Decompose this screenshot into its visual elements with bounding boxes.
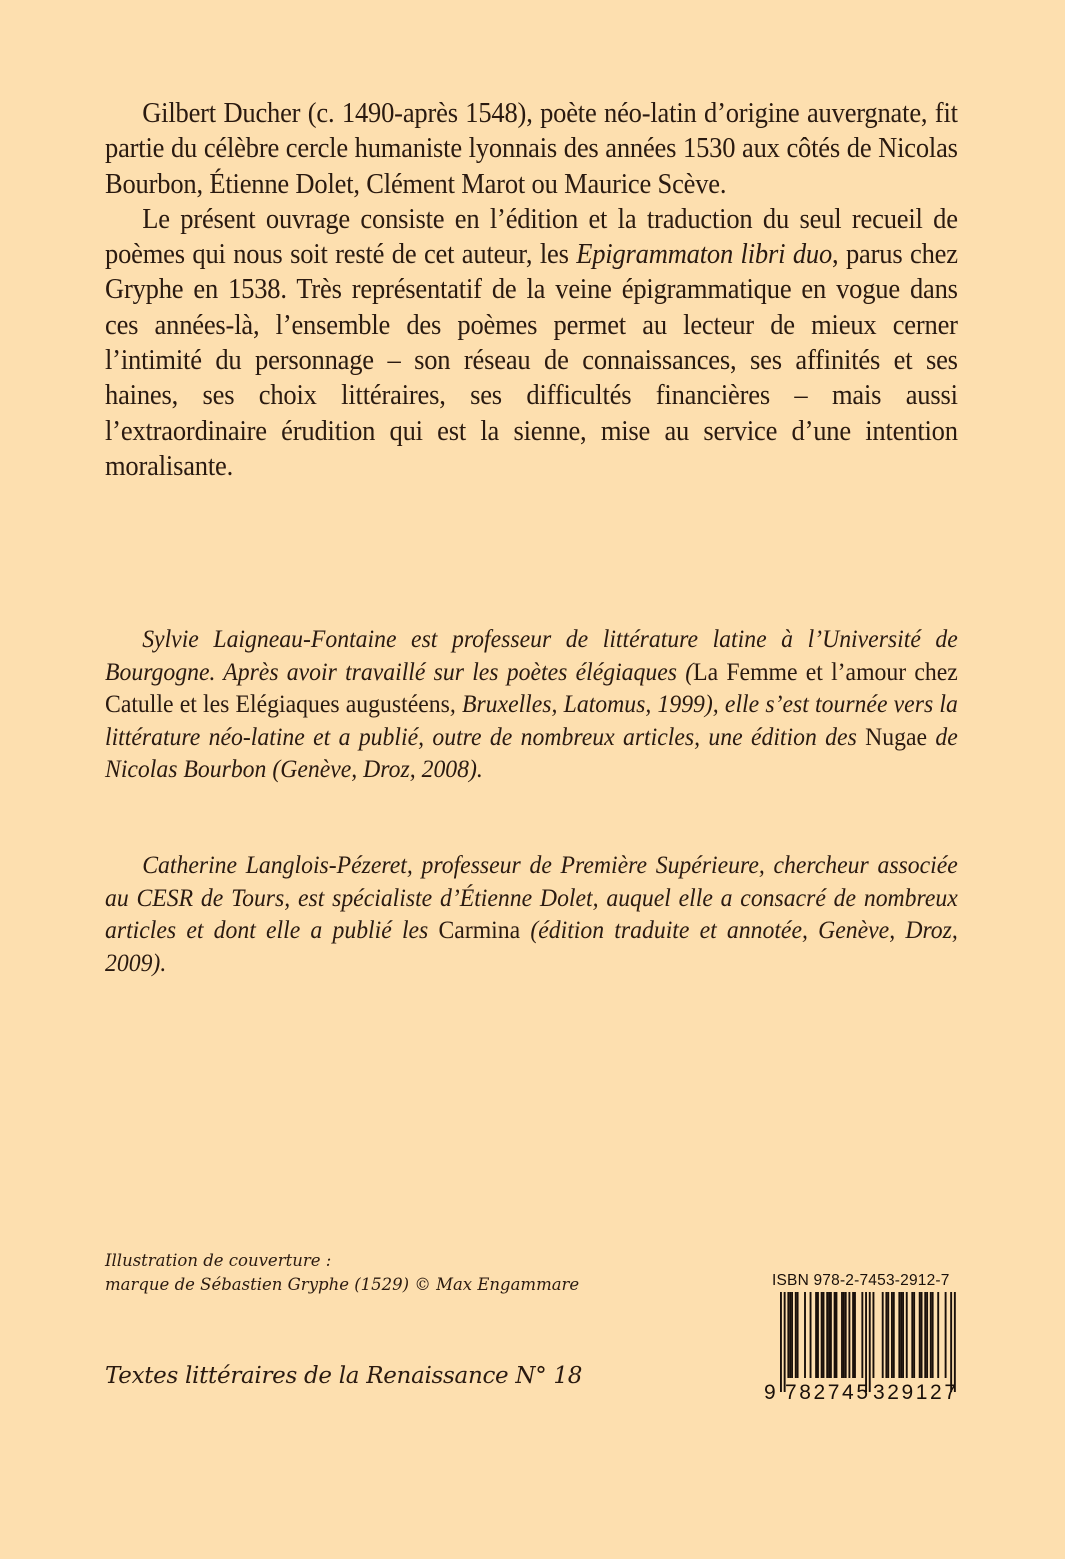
barcode-right-digits: 329127 <box>873 1381 956 1402</box>
credit-line-1: Illustration de couverture : <box>105 1251 332 1270</box>
barcode-bar <box>865 1292 867 1392</box>
summary-paragraph-1: Gilbert Ducher (c. 1490-après 1548), poète néo-latin d’origine auvergnate, fit partie du célèbre cercle humaniste lyonnais des années 1530 aux côtés de Nicolas Bourbon, Étienne Dolet, Clément Marot ou Maurice Scève. <box>105 98 958 200</box>
barcode-bar <box>885 1292 887 1378</box>
bio-text: Sylvie Laigneau-Fontaine est professeur de littérature latine à l’Université de Bourgogne. Après avoir travaillé sur les poètes élégiaques ( <box>105 624 958 686</box>
barcode-bar <box>924 1292 926 1378</box>
barcode-bar <box>845 1292 847 1378</box>
barcode-bar <box>787 1292 789 1378</box>
barcode-bar <box>843 1292 845 1378</box>
barcode-bar <box>950 1292 952 1392</box>
barcode-graphic <box>760 1272 970 1402</box>
barcode-bar <box>823 1292 825 1378</box>
barcode-bar <box>795 1292 797 1378</box>
barcode-bar <box>945 1292 947 1378</box>
bio-text: Catherine Langlois-Pézeret, professeur de Première Supérieure, chercheur associée au CESR de Tours, est spécialiste d’Étienne Dolet, auquel elle a consacré de nombreux articles et dont elle a publié les <box>105 850 958 945</box>
barcode-bar <box>898 1292 900 1378</box>
barcode-bar <box>854 1292 856 1378</box>
barcode-bar <box>791 1292 793 1378</box>
barcode-bar <box>921 1292 923 1378</box>
barcode-bar <box>841 1292 843 1378</box>
barcode-bar <box>900 1292 902 1378</box>
series-title: Textes littéraires de la Renaissance N° 18 <box>105 1363 583 1389</box>
summary-text: , parus chez Gryphe en 1538. Très représentatif de la veine épigrammatique en vogue dans ces années-là, l’ensemble des poèmes permet au lecteur de mieux cerner l’intimité du personnage – son réseau de connaissances, ses affinités et ses haines, ses choix littéraires, ses difficultés financières – mais aussi l’extraordinaire érudition qui est la sienne, mise au service d’une intention moralisante. <box>105 239 958 482</box>
barcode-bar <box>780 1292 782 1392</box>
barcode-bar <box>797 1292 799 1378</box>
barcode-bar <box>789 1292 791 1378</box>
barcode-bar <box>882 1292 884 1378</box>
barcode-bar <box>834 1292 836 1378</box>
barcode-bar <box>919 1292 921 1378</box>
barcode-bar <box>815 1292 817 1378</box>
author-bio-laigneau-fontaine <box>105 623 958 786</box>
back-cover-summary <box>105 96 958 484</box>
barcode-bar <box>852 1292 854 1378</box>
barcode-bar <box>906 1292 908 1378</box>
barcode-bar <box>848 1292 850 1378</box>
summary-paragraph-2 <box>105 202 958 484</box>
barcode-first-digit: 9 <box>764 1381 776 1402</box>
barcode-bar <box>804 1292 806 1378</box>
barcode-bar <box>891 1292 893 1378</box>
barcode-bar <box>893 1292 895 1378</box>
bio-text: , Bruxelles, Latomus, 1999), elle s’est tournée vers la littérature néo-latine et a publié, outre de nombreux articles, une édition des <box>105 689 958 751</box>
barcode-bar <box>887 1292 889 1378</box>
barcode-bar <box>861 1292 863 1378</box>
barcode-bar <box>817 1292 819 1378</box>
barcode-bar <box>926 1292 928 1378</box>
cited-work-title: Carmina <box>438 915 521 945</box>
barcode-bar <box>873 1292 875 1378</box>
barcode-left-digits: 782745 <box>785 1381 868 1402</box>
barcode-bar <box>932 1292 934 1378</box>
bio-text: (édition traduite et annotée, Genève, Droz, 2009). <box>105 915 958 977</box>
barcode-bar <box>930 1292 932 1378</box>
barcode-bar <box>828 1292 830 1378</box>
barcode-bar <box>821 1292 823 1378</box>
book-title: Epigrammaton libri duo <box>576 239 833 271</box>
cover-illustration-credit <box>105 1249 579 1297</box>
credit-line-2: marque de Sébastien Gryphe (1529) © Max Engammare <box>105 1275 580 1294</box>
barcode-bar <box>836 1292 838 1378</box>
author-bio-langlois-pezeret <box>105 849 958 979</box>
barcode-bar <box>954 1292 956 1392</box>
barcode-bar <box>911 1292 913 1378</box>
barcode-bar <box>902 1292 904 1378</box>
barcode-bar <box>784 1292 786 1392</box>
cited-work-title: Nugae <box>865 721 928 751</box>
summary-text: Le présent ouvrage consiste en l’édition et la traduction du seul recueil de poèmes qui nous soit resté de cet auteur, les <box>105 203 958 271</box>
isbn-barcode <box>760 1272 970 1402</box>
barcode-bar <box>830 1292 832 1378</box>
bio-text: de Nicolas Bourbon (Genève, Droz, 2008). <box>105 721 958 784</box>
barcode-bar <box>913 1292 915 1378</box>
barcode-bars <box>780 1292 956 1392</box>
barcode-bar <box>937 1292 939 1378</box>
isbn-label: ISBN 978-2-7453-2912-7 <box>772 1272 950 1289</box>
cited-work-title: La Femme et l’amour chez Catulle et les Elégiaques augustéens <box>105 656 958 719</box>
barcode-bar <box>826 1292 828 1378</box>
barcode-bar <box>869 1292 871 1392</box>
barcode-bar <box>810 1292 812 1378</box>
